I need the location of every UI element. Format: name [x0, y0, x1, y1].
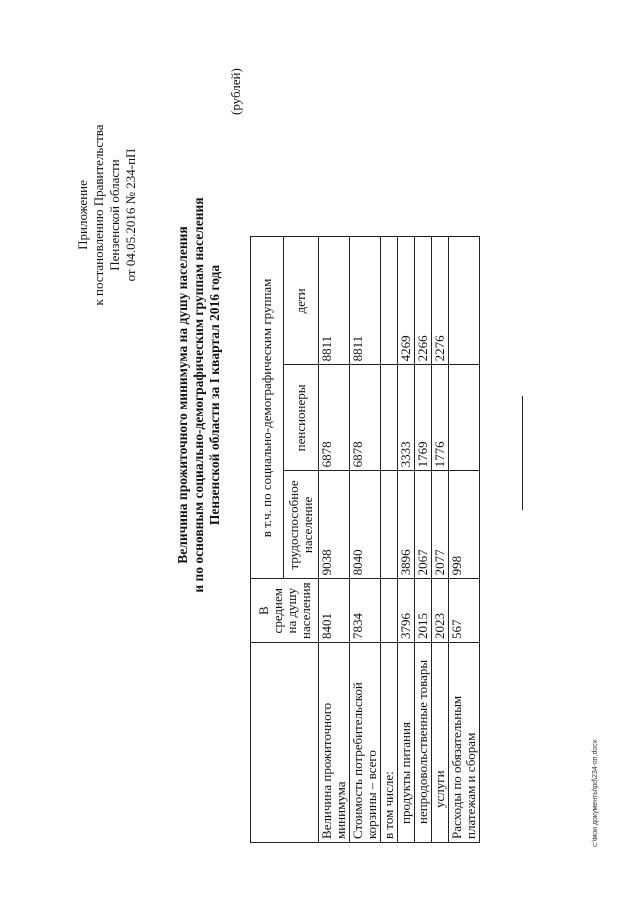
cell-average: 2023 [432, 579, 449, 643]
subsistence-table [250, 236, 480, 843]
cell-children [449, 237, 480, 365]
title-line-2: и по основным социально-демографическим группам населения [191, 197, 206, 593]
row-label: Величина прожиточного минимума [319, 643, 350, 843]
appendix-line-1: Приложение [75, 180, 90, 250]
appendix-line-2: к постановлению Правительства [91, 124, 106, 306]
table-row [432, 237, 449, 843]
header-row-1 [251, 237, 284, 843]
cell-average: 3796 [398, 579, 415, 643]
cell-pensioners: 1776 [432, 365, 449, 471]
table-row [449, 237, 480, 843]
row-label: Расходы по обязательным платежам и сборам [449, 643, 480, 843]
cell-pensioners [381, 365, 398, 471]
row-label: Стоимость потребительской корзины – всего [350, 643, 381, 843]
cell-working: 9038 [319, 471, 350, 579]
signature-line [522, 396, 523, 510]
cell-pensioners: 6878 [350, 365, 381, 471]
header-working: трудоспособное население [284, 471, 319, 579]
cell-average: 8401 [319, 579, 350, 643]
cell-pensioners: 6878 [319, 365, 350, 471]
cell-working: 2067 [415, 471, 432, 579]
cell-average: 567 [449, 579, 480, 643]
header-children: дети [284, 237, 319, 365]
document-title [175, 160, 223, 630]
row-label: непродовольственные товары [415, 643, 432, 843]
header-empty-cell [251, 643, 319, 843]
cell-children: 2266 [415, 237, 432, 365]
cell-average: 7834 [350, 579, 381, 643]
cell-pensioners [449, 365, 480, 471]
cell-working: 2077 [432, 471, 449, 579]
table-row [381, 237, 398, 843]
cell-working: 3896 [398, 471, 415, 579]
header-group: в т.ч. по социально-демографическим группам [251, 237, 284, 579]
table-row [398, 237, 415, 843]
header-pensioners: пенсионеры [284, 365, 319, 471]
cell-working: 998 [449, 471, 480, 579]
file-path-footer: c:\мои документы\pd\234-пп.docx [592, 739, 599, 847]
cell-working [381, 471, 398, 579]
row-label: продукты питания [398, 643, 415, 843]
table-row [319, 237, 350, 843]
header-average: В среднем на душу населения [251, 579, 319, 643]
cell-average: 2015 [415, 579, 432, 643]
row-label: в том числе: [381, 643, 398, 843]
cell-children [381, 237, 398, 365]
cell-working: 8040 [350, 471, 381, 579]
appendix-line-3: Пензенской области [107, 159, 122, 271]
table-row [415, 237, 432, 843]
cell-pensioners: 3333 [398, 365, 415, 471]
cell-children: 4269 [398, 237, 415, 365]
cell-average [381, 579, 398, 643]
row-label: услуги [432, 643, 449, 843]
cell-pensioners: 1769 [415, 365, 432, 471]
units-label: (рублей) [228, 68, 243, 115]
appendix-block [75, 85, 139, 345]
cell-children: 8811 [350, 237, 381, 365]
appendix-line-4: от 04.05.2016 № 234-пП [123, 148, 138, 282]
title-line-1: Величина прожиточного минимума на душу населения [175, 226, 190, 564]
title-line-3: Пензенской области за I квартал 2016 года [207, 264, 222, 526]
cell-children: 8811 [319, 237, 350, 365]
table-row [350, 237, 381, 843]
cell-children: 2276 [432, 237, 449, 365]
